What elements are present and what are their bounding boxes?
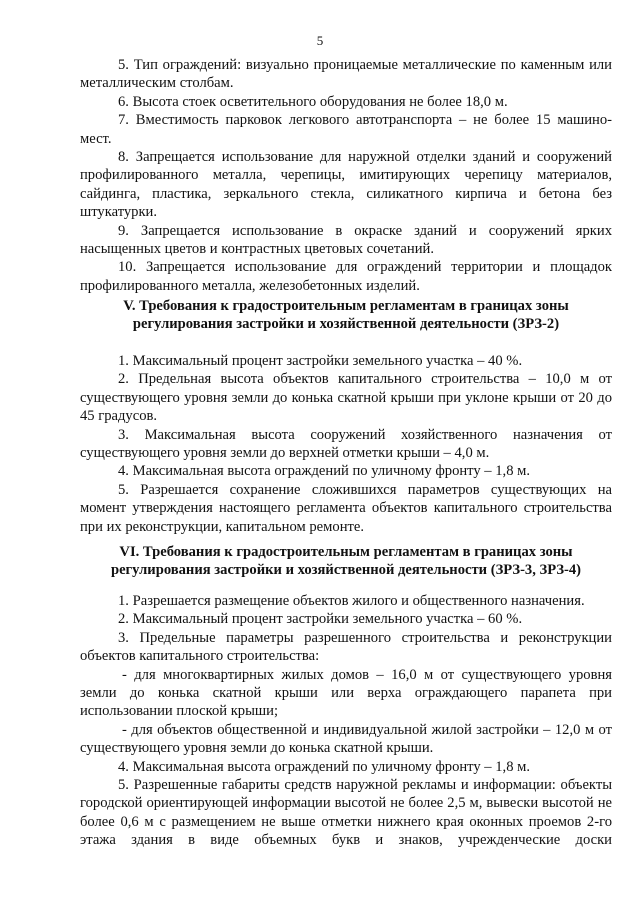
- section-title-line: регулирования застройки и хозяйственной деятельности (ЗРЗ-2): [132, 316, 560, 333]
- section-title-line: VI. Требования к градостроительным регламентам в границах зоны: [119, 544, 573, 560]
- section-title-line: V. Требования к градостроительным регламентам в границах зоны: [123, 298, 569, 314]
- section-6-list: [80, 592, 612, 850]
- list-item: 2. Максимальный процент застройки земельного участка – 60 %.: [118, 611, 523, 628]
- list-item: 10. Запрещается использование для ограждений территории и площадок профилированного металла, железобетонных изделий.: [80, 259, 612, 294]
- list-item: - для объектов общественной и индивидуальной жилой застройки – 12,0 м от существующего уровня земли до конька скатной крыши.: [80, 721, 612, 757]
- section-title-line: регулирования застройки и хозяйственной деятельности (ЗРЗ-3, ЗРЗ-4): [110, 562, 582, 579]
- list-item: 1. Максимальный процент застройки земельного участка – 40 %.: [118, 353, 523, 369]
- list-item: 5. Разрешается сохранение сложившихся параметров существующих на момент утверждения настоящего регламента объектов капитального строительства при их реконструкции, капитальном ремонте.: [80, 481, 612, 535]
- section-5-heading: [80, 297, 612, 334]
- list-item: 3. Максимальная высота сооружений хозяйственного назначения от существующего уровня земли до верхней отметки крыши – 4,0 м.: [80, 426, 612, 462]
- list-item: 2. Предельная высота объектов капитального строительства – 10,0 м от существующего уровня земли до конька скатной крыши при уклоне крыши от 20 до 45 градусов.: [80, 371, 612, 425]
- list-item: - для многоквартирных жилых домов – 16,0 м от существующего уровня земли до конька скатной крыши или верха ограждающего парапета при использовании плоской крыши;: [80, 666, 612, 720]
- list-item: 6. Высота стоек осветительного оборудования не более 18,0 м.: [118, 93, 508, 110]
- list-item: 5. Тип ограждений: визуально проницаемые металлические по каменным или металлическим столбам.: [80, 57, 612, 92]
- section-6-heading: [80, 543, 612, 580]
- list-item: 5. Разрешенные габариты средств наружной рекламы и информации: объекты городской ориентирующей информации высотой не более 2,5 м, вывески высотой не более 0,6 м с размещением не выше отметки нижнего края оконных проемов 2-го этажа здания в виде объемных букв и знаков, учрежденческие доски: [80, 777, 612, 849]
- list-item: 7. Вместимость парковок легкового автотранспорта – не более 15 машино-мест.: [80, 112, 612, 147]
- list-item: 8. Запрещается использование для наружной отделки зданий и сооружений профилированного металла, черепицы, имитирующих черепицу материалов, сайдинга, пластика, зеркального стекла, силикатного кирпича и бетона без штукатурки.: [80, 149, 612, 221]
- list-item: 4. Максимальная высота ограждений по уличному фронту – 1,8 м.: [118, 758, 531, 775]
- list-item: 4. Максимальная высота ограждений по уличному фронту – 1,8 м.: [118, 463, 531, 480]
- list-item: 9. Запрещается использование в окраске зданий и сооружений ярких насыщенных цветов и контрастных цветовых сочетаний.: [80, 222, 612, 258]
- list-item: 3. Предельные параметры разрешенного строительства и реконструкции объектов капитального строительства:: [80, 629, 612, 665]
- requirements-list-zrz1: [80, 56, 612, 295]
- list-item: 1. Разрешается размещение объектов жилого и общественного назначения.: [118, 593, 585, 609]
- section-5-list: [80, 352, 612, 536]
- page-number: 5: [316, 33, 324, 48]
